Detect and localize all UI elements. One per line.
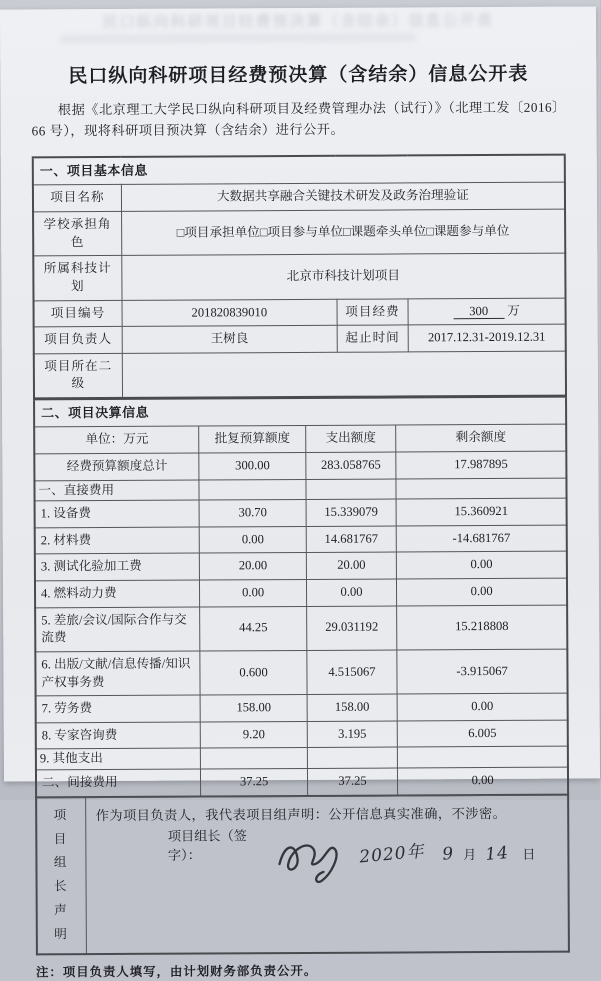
remaining-cell	[398, 746, 568, 768]
approved-cell	[201, 748, 307, 769]
spent-cell: 3.195	[307, 721, 398, 748]
remaining-cell: 17.987895	[396, 451, 566, 479]
budget-row-direct	[34, 478, 566, 501]
declaration-side-label: 项目组长声明	[36, 797, 86, 954]
row-label: 二、间接费用	[36, 769, 201, 797]
project-code-label: 项目编号	[34, 300, 122, 327]
remaining-cell	[396, 478, 566, 500]
col-spent: 支出额度	[305, 425, 396, 452]
budget-table	[33, 396, 569, 798]
remaining-cell: 0.00	[397, 551, 567, 579]
date-month-num: 9	[441, 844, 455, 866]
budget-row-total	[34, 451, 566, 480]
fund-amount: 300	[453, 303, 504, 318]
leader-label: 项目负责人	[34, 327, 122, 354]
plan-value: 北京市科技计划项目	[122, 253, 566, 300]
col-remaining: 剩余额度	[396, 424, 566, 452]
project-name-label: 项目名称	[33, 185, 121, 212]
project-fund-value	[408, 298, 566, 325]
remaining-cell: 0.00	[398, 767, 568, 795]
plan-label: 所属科技计划	[33, 256, 122, 301]
project-code-value: 201820839010	[122, 299, 337, 327]
row-label: 2. 材料费	[35, 527, 200, 554]
row-label: 4. 燃料动力费	[35, 580, 200, 607]
dept-label: 项目所在二级	[34, 353, 123, 398]
leader-value: 王树良	[122, 325, 337, 353]
approved-cell	[199, 479, 305, 500]
row-label: 5. 差旅/会议/国际合作与交流费	[35, 607, 200, 652]
budget-row-travel	[35, 605, 567, 652]
period-value: 2017.12.31-2019.12.31	[408, 324, 566, 351]
basic-info-table	[32, 154, 567, 400]
budget-row-publication	[35, 649, 567, 696]
row-label: 1. 设备费	[35, 500, 200, 527]
row-label: 6. 出版/文献/信息传播/知识产权事务费	[35, 651, 200, 696]
paper-form	[0, 6, 600, 980]
row-label: 一、直接费用	[34, 480, 199, 501]
approved-cell: 0.00	[200, 579, 307, 606]
budget-row-other	[36, 746, 568, 769]
date-year: 2020年	[358, 841, 426, 868]
budget-row-indirect	[36, 767, 568, 797]
approved-cell: 300.00	[199, 452, 306, 479]
approved-cell: 0.600	[200, 650, 307, 695]
period-label: 起止时间	[337, 325, 408, 352]
spent-cell: 4.515067	[307, 650, 398, 695]
declaration-table	[35, 794, 570, 955]
date-day-label: 日	[522, 847, 536, 863]
spent-cell: 14.681767	[306, 526, 397, 553]
budget-row-fuel	[35, 578, 567, 607]
row-label: 经费预算额度总计	[34, 453, 199, 480]
dept-value-empty	[122, 351, 566, 398]
approved-cell: 20.00	[200, 553, 307, 580]
approved-cell: 44.25	[200, 606, 307, 651]
spent-cell	[306, 478, 397, 499]
approved-cell: 9.20	[201, 721, 308, 748]
school-role-checkboxes: □项目承担单位□项目参与单位□课题牵头单位□课题参与单位	[121, 209, 565, 256]
spent-cell	[307, 747, 398, 768]
budget-row-testing	[35, 551, 567, 580]
row-label: 7. 劳务费	[36, 695, 201, 722]
remaining-cell: 15.218808	[397, 605, 567, 650]
row-label: 8. 专家咨询费	[36, 722, 201, 749]
remaining-cell: -14.681767	[396, 525, 566, 553]
row-label: 3. 测试化验加工费	[35, 553, 200, 580]
remaining-cell: 0.00	[397, 693, 567, 721]
project-fund-label: 项目经费	[337, 298, 408, 325]
school-role-label: 学校承担角色	[33, 211, 122, 256]
spent-cell: 0.00	[306, 579, 397, 606]
budget-section-header: 二、项目决算信息	[34, 397, 566, 427]
handwritten-signature	[272, 834, 360, 884]
remaining-cell: 6.005	[397, 720, 567, 748]
col-approved: 批复预算额度	[199, 426, 306, 453]
budget-row-consulting	[36, 720, 568, 749]
declaration-body	[85, 795, 569, 955]
remaining-cell: 15.360921	[396, 498, 566, 526]
footer-note: 注：项目负责人填写，由计划财务部负责公开。	[35, 964, 318, 980]
approved-cell: 0.00	[200, 526, 307, 553]
bleed-through-text: 民口纵向科研项目经费预决算（含结余）信息公开表	[102, 12, 494, 32]
spent-cell: 158.00	[307, 694, 398, 721]
form-intro: 根据《北京理工大学民口纵向科研项目及经费管理办法（试行）》（北理工发〔2016〕66 号），现将科研项目预决算（含结余）进行公开。	[31, 99, 560, 139]
handwritten-date	[360, 843, 542, 868]
spent-cell: 15.339079	[306, 499, 397, 526]
approved-cell: 158.00	[200, 695, 307, 722]
approved-cell: 30.70	[199, 500, 306, 527]
spent-cell: 29.031192	[306, 606, 397, 651]
row-label: 9. 其他支出	[36, 748, 201, 769]
spent-cell: 20.00	[306, 552, 397, 579]
budget-row-materials	[35, 525, 567, 554]
col-unit: 单位：万元	[34, 426, 199, 453]
remaining-cell: -3.915067	[397, 649, 567, 694]
budget-row-labor	[36, 693, 568, 722]
form-title: 民口纵向科研项目经费预决算（含结余）信息公开表	[68, 63, 529, 88]
fund-unit: 万	[507, 303, 520, 318]
basic-section-header: 一、项目基本信息	[33, 155, 565, 185]
spent-cell: 37.25	[307, 768, 398, 796]
spent-cell: 283.058765	[306, 452, 397, 479]
declaration-statement: 作为项目负责人，我代表项目组声明：公开信息真实准确，不涉密。	[95, 805, 507, 823]
budget-row-equipment	[35, 498, 567, 527]
remaining-cell: 0.00	[397, 578, 567, 606]
budget-column-headers	[34, 424, 566, 453]
approved-cell: 37.25	[201, 768, 308, 796]
sign-label: 项目组长（签字）：	[167, 828, 247, 863]
signature-row	[96, 828, 556, 879]
bleed-through-smear	[60, 33, 416, 43]
date-day-num: 14	[484, 843, 510, 866]
project-name-value: 大数据共享融合关键技术研发及政务治理验证	[121, 183, 565, 212]
date-month-label: 月	[463, 847, 477, 863]
